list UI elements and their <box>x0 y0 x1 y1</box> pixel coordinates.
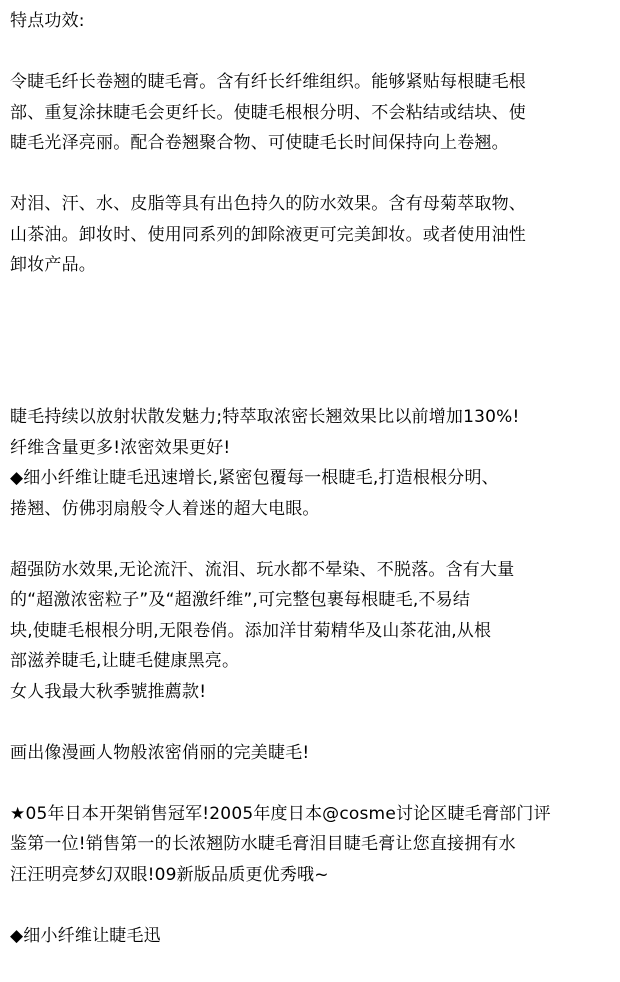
blank-spacer <box>10 311 616 402</box>
section-heading: 特点功效: <box>10 11 85 31</box>
text-line: 部、重复涂抹睫毛会更纤长。使睫毛根根分明、不会粘结或结块、使 <box>10 102 526 123</box>
text-line: ◆细小纤维让睫毛迅速增长,紧密包覆每一根睫毛,打造根根分明、 <box>10 468 499 488</box>
text-line: 块,使睫毛根根分明,无限卷俏。添加洋甘菊精华及山茶花油,从根 <box>10 620 492 641</box>
text-line: 女人我最大秋季號推薦款! <box>10 681 207 702</box>
text-line: 纤维含量更多!浓密效果更好! <box>10 437 231 458</box>
paragraph-manga-lashes <box>10 738 616 769</box>
paragraph-sales-champion <box>10 799 616 891</box>
text-line: ◆细小纤维让睫毛迅 <box>10 925 161 946</box>
text-line: 部滋养睫毛,让睫毛健康黑亮。 <box>10 651 240 671</box>
text-line: 睫毛持续以放射状散发魅力;特萃取浓密长翘效果比以前增加130%! <box>10 407 520 427</box>
text-line: 山茶油。卸妆时、使用同系列的卸除液更可完美卸妆。或者使用油性 <box>10 224 526 245</box>
text-line: 令睫毛纤长卷翘的睫毛膏。含有纤长纤维组织。能够紧贴每根睫毛根 <box>10 72 526 92</box>
paragraph-super-waterproof <box>10 555 616 708</box>
text-line: ★05年日本开架销售冠军!2005年度日本@cosme讨论区睫毛膏部门评 <box>10 803 551 824</box>
text-line: 卸妆产品。 <box>10 255 96 275</box>
text-line: 捲翘、仿佛羽扇般令人着迷的超大电眼。 <box>10 498 320 519</box>
paragraph-lash-volume <box>10 402 616 524</box>
text-line: 鉴第一位!销售第一的长浓翘防水睫毛膏泪目睫毛膏让您直接拥有水 <box>10 834 516 854</box>
text-line: 画出像漫画人物般浓密俏丽的完美睫毛! <box>10 742 310 763</box>
paragraph-features <box>10 67 616 159</box>
document-body <box>10 6 616 982</box>
text-line: 对泪、汗、水、皮脂等具有出色持久的防水效果。含有母菊萃取物、 <box>10 194 526 214</box>
text-line: 睫毛光泽亮丽。配合卷翘聚合物、可使睫毛长时间保持向上卷翘。 <box>10 133 509 153</box>
paragraph-fine-fiber <box>10 921 616 952</box>
paragraph-waterproof <box>10 189 616 281</box>
text-line: 超强防水效果,无论流汗、流泪、玩水都不晕染、不脱落。含有大量 <box>10 559 515 580</box>
text-line: 汪汪明亮梦幻双眼!09新版品质更优秀哦~ <box>10 864 329 885</box>
text-line: 的“超激浓密粒子”及“超激纤维”,可完整包裹每根睫毛,不易结 <box>10 590 471 610</box>
